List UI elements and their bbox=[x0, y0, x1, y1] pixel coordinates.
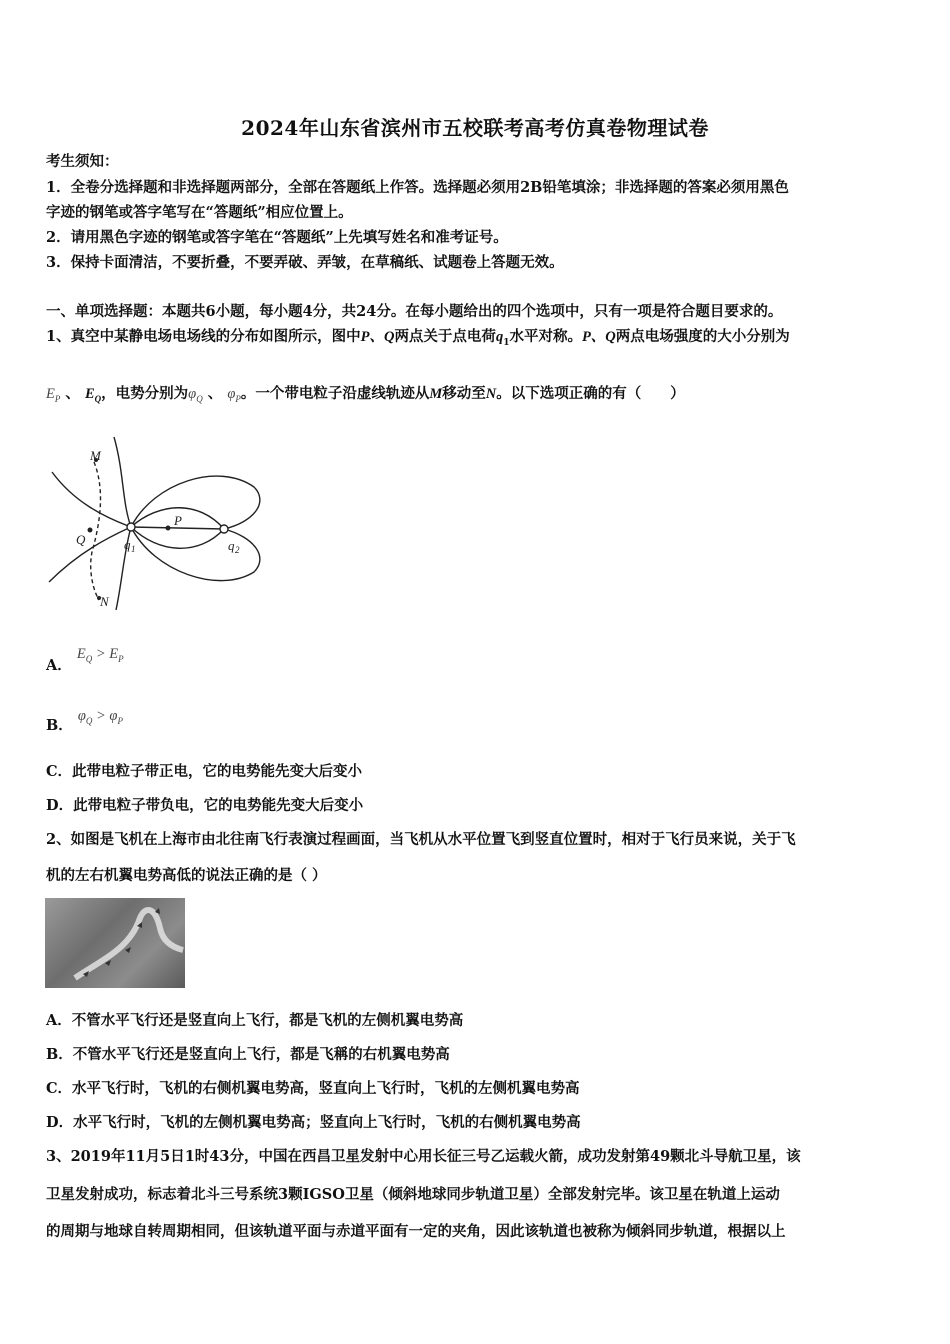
q2-option-b: B．不管水平飞行还是竖直向上飞行，都是飞稱的右机翼电势高 bbox=[46, 1046, 450, 1063]
fig-label-q2: q bbox=[228, 538, 235, 553]
field-line-top bbox=[114, 437, 131, 527]
option-b-expr: $\varphi_Q > \varphi_P$ bbox=[77, 708, 123, 726]
airshow-photo-art bbox=[45, 898, 185, 988]
field-line-lower-inner bbox=[131, 527, 224, 548]
notice-item-1b: 字迹的钢笔或答字笔写在“答题纸”相应位置上。 bbox=[46, 204, 353, 221]
notice-item-1a: 1．全卷分选择题和非选择题两部分，全部在答题纸上作答。选择题必须用2B铅笔填涂；非选择题的答案必须用黑色 bbox=[46, 179, 789, 196]
option-a-expr: $E_Q > E_P$ bbox=[76, 646, 124, 664]
option-b-label: B． bbox=[46, 717, 73, 734]
q3-line1: 3、2019年11月5日1时43分，中国在西昌卫星发射中心用长征三号乙运载火箭，成功发射第49颗北斗导航卫星，该 bbox=[46, 1148, 801, 1165]
q2-option-d: D．水平飞行时，飞机的左侧机翼电势高；竖直向上飞行时，飞机的右侧机翼电势高 bbox=[46, 1114, 581, 1131]
page-title: 2024年山东省滨州市五校联考高考仿真卷物理试卷 bbox=[241, 116, 709, 140]
q1-text-d: 移动至 bbox=[442, 385, 486, 402]
symbol-ep: $E_P$ bbox=[46, 386, 61, 404]
point-q bbox=[88, 528, 93, 533]
fig-label-q1-sub: 1 bbox=[131, 544, 136, 554]
q1-text-c: 两点关于点电荷 bbox=[394, 328, 496, 345]
notice-item-2: 2．请用黑色字迹的钢笔或答字笔在“答题纸”上先填写姓名和准考证号。 bbox=[46, 229, 508, 246]
q1-option-a bbox=[46, 646, 908, 681]
separator-2: 、 bbox=[207, 385, 223, 402]
q1-option-c: C．此带电粒子带正电，它的电势能先变大后变小 bbox=[46, 763, 363, 780]
q2-line1: 2、如图是飞机在上海市由北往南飞行表演过程画面，当飞机从水平位置飞到竖直位置时，相对于飞行员来说，关于飞 bbox=[46, 831, 796, 848]
q1-q1-symbol: q bbox=[495, 329, 504, 345]
symbol-phip: $\varphi_P$ bbox=[227, 386, 241, 404]
fig-label-q1: q bbox=[124, 537, 131, 552]
q1-text-a: 1、真空中某静电场电场线的分布如图所示，图中 bbox=[46, 328, 361, 345]
q3-line3: 的周期与地球自转周期相同，但该轨道平面与赤道平面有一定的夹角，因此该轨道也被称为倾斜同步轨道，根据以上 bbox=[46, 1223, 786, 1240]
notice-heading: 考生须知： bbox=[46, 153, 119, 170]
q2-option-a: A．不管水平飞行还是竖直向上飞行，都是飞机的左侧机翼电势高 bbox=[46, 1012, 464, 1029]
q1-pq-2: P、Q bbox=[581, 329, 616, 345]
point-p bbox=[166, 526, 171, 531]
field-line-left-up bbox=[52, 472, 131, 527]
q1-pq-1: P、Q bbox=[360, 329, 395, 345]
symbol-eq: $E_Q$ bbox=[84, 386, 102, 404]
q1-q1-sub: 1 bbox=[503, 337, 510, 348]
fig-label-n: N bbox=[100, 594, 109, 609]
q1-text-potential: ，电势分别为 bbox=[101, 385, 189, 402]
q1-option-d: D．此带电粒子带负电，它的电势能先变大后变小 bbox=[46, 797, 364, 814]
q1-line2 bbox=[46, 384, 908, 412]
q1-text-h: 两点电场强度的大小分别为 bbox=[615, 328, 790, 345]
q1-option-b bbox=[46, 708, 908, 741]
fig-label-p: P bbox=[174, 513, 182, 528]
electric-field-diagram bbox=[44, 432, 274, 612]
airshow-photo bbox=[45, 898, 185, 988]
q1-line1 bbox=[46, 327, 908, 353]
fig-label-q2-sub: 2 bbox=[235, 545, 240, 555]
symbol-phiq: $\varphi_Q$ bbox=[188, 386, 203, 404]
q1-text-f2: 。以下选项正确的有（ ） bbox=[496, 385, 685, 402]
separator: 、 bbox=[65, 385, 80, 402]
field-line-upper-outer bbox=[131, 476, 260, 529]
q1-text-f: 水平对称。 bbox=[509, 328, 582, 345]
charge-q1 bbox=[127, 523, 135, 531]
section-heading: 一、单项选择题：本题共6小题，每小题4分，共24分。在每小题给出的四个选项中，只有一项是符合题目要求的。 bbox=[46, 303, 783, 320]
label-m: M bbox=[429, 386, 443, 402]
q2-line2: 机的左右机翼电势高低的说法正确的是（ ） bbox=[46, 867, 327, 884]
label-n: N bbox=[485, 386, 497, 402]
field-line-left-down bbox=[49, 527, 131, 582]
q3-line2: 卫星发射成功，标志着北斗三号系统3颗IGSO卫星（倾斜地球同步轨道卫星）全部发射完毕。该卫星在轨道上运动 bbox=[46, 1186, 780, 1203]
option-a-label: A． bbox=[46, 657, 72, 674]
field-line-lower-outer bbox=[131, 527, 260, 581]
fig-label-m: M bbox=[90, 448, 101, 463]
notice-item-3: 3．保持卡面清洁，不要折叠，不要弄破、弄皱，在草稿纸、试题卷上答题无效。 bbox=[46, 254, 564, 271]
fig-label-q: Q bbox=[76, 532, 86, 547]
q1-text-b: 。一个带电粒子沿虚线轨迹从 bbox=[240, 385, 430, 402]
charge-q2 bbox=[220, 525, 228, 533]
q2-option-c: C．水平飞行时，飞机的右侧机翼电势高，竖直向上飞行时，飞机的左侧机翼电势高 bbox=[46, 1080, 580, 1097]
